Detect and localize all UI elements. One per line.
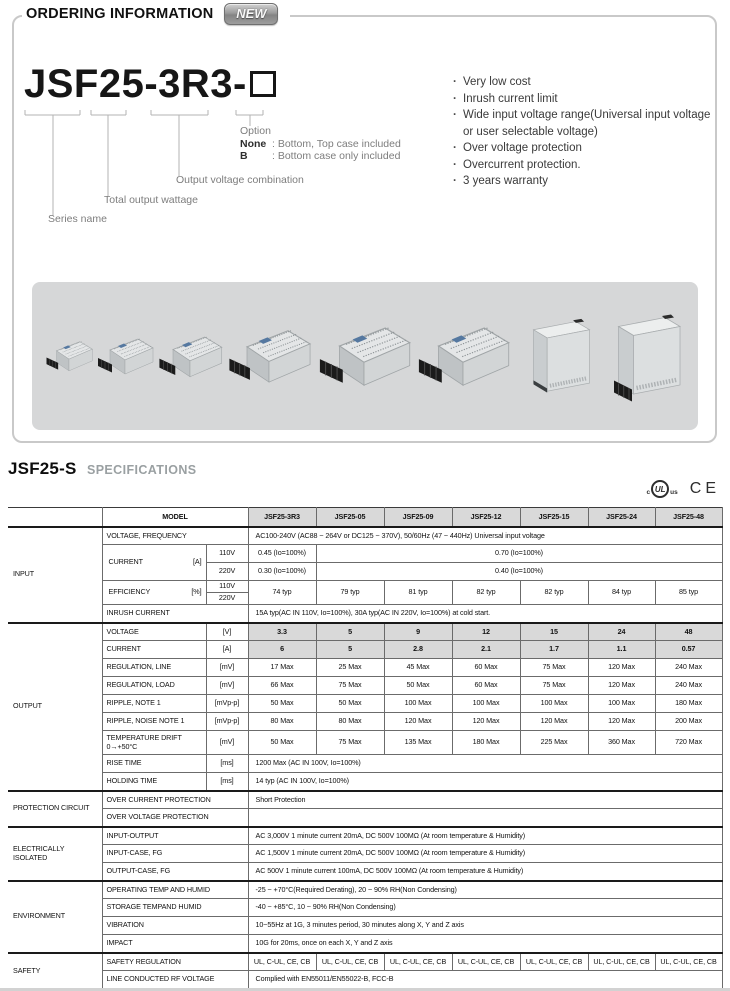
spec-value: -40 ~ +85°C, 10 ~ 90% RH(Non Condensing)	[248, 899, 722, 917]
specs-subtitle: SPECIFICATIONS	[86, 463, 197, 477]
spec-label: OVER CURRENT PROTECTION	[102, 791, 248, 809]
spec-value: 120 Max	[588, 659, 655, 677]
spec-value: 1200 Max (AC IN 100V, Io=100%)	[248, 755, 722, 773]
spec-label: INPUT-CASE, FG	[102, 845, 248, 863]
spec-value: 24	[588, 623, 655, 641]
section-label: INPUT	[8, 527, 102, 623]
model-column-header: JSF25-3R3	[248, 508, 316, 527]
spec-value: Complied with EN55011/EN55022-B, FCC-B	[248, 971, 722, 989]
spec-value: 5	[316, 641, 384, 659]
spec-label: LINE CONDUCTED RF VOLTAGE	[102, 971, 248, 989]
spec-label: HOLDING TIME	[102, 773, 206, 791]
model-column-header: JSF25-09	[384, 508, 452, 527]
spec-value: Short Protection	[248, 791, 722, 809]
ce-logo-icon: CE	[689, 480, 720, 497]
spec-value: 14 typ (AC IN 100V, Io=100%)	[248, 773, 722, 791]
spec-label: VOLTAGE	[102, 623, 206, 641]
spec-value: 80 Max	[248, 713, 316, 731]
section-label: OUTPUT	[8, 623, 102, 791]
spec-label: VOLTAGE, FREQUENCY	[102, 527, 248, 545]
spec-value: 50 Max	[384, 677, 452, 695]
series-name-label: Series name	[48, 213, 107, 225]
spec-label: TEMPERATURE DRIFT 0→+50°C	[102, 731, 206, 755]
option-b-key: B	[240, 150, 248, 162]
spec-label: INPUT-OUTPUT	[102, 827, 248, 845]
model-code-text: JSF25-3R3-	[24, 62, 247, 106]
feature-item: · Very low cost	[452, 74, 720, 91]
wattage-label: Total output wattage	[104, 194, 198, 206]
spec-value: 12	[452, 623, 520, 641]
spec-value: 80 Max	[316, 713, 384, 731]
spec-label: SAFETY REGULATION	[102, 953, 248, 971]
spec-value: 75 Max	[316, 677, 384, 695]
product-photo	[225, 319, 313, 392]
spec-value: 25 Max	[316, 659, 384, 677]
spec-label: OUTPUT-CASE, FG	[102, 863, 248, 881]
ul-letters: UL	[654, 484, 666, 494]
spec-value: 75 Max	[520, 659, 588, 677]
spec-value: 60 Max	[452, 677, 520, 695]
spec-value: 120 Max	[520, 713, 588, 731]
specifications-table	[8, 507, 723, 990]
model-header: MODEL	[102, 508, 248, 527]
spec-label: VIBRATION	[102, 917, 248, 935]
spec-value: UL, C-UL, CE, CB	[520, 953, 588, 971]
product-photo	[513, 312, 595, 401]
spec-value: 45 Max	[384, 659, 452, 677]
feature-item: · Wide input voltage range(Universal input voltage or user selectable voltage)	[452, 107, 720, 140]
spec-value: 15A typ(AC IN 110V, Io=100%), 30A typ(AC IN 220V, Io=100%) at cold start.	[248, 605, 722, 623]
spec-value: AC 500V 1 minute current 100mA, DC 500V 100MΩ (At room temperature & Humidity)	[248, 863, 722, 881]
ul-us-mark: us	[670, 489, 678, 496]
option-label: Option	[240, 125, 271, 137]
spec-value: 75 Max	[316, 731, 384, 755]
spec-subrow: 110V	[206, 545, 248, 563]
feature-item: · Inrush current limit	[452, 91, 720, 108]
spec-value: 50 Max	[316, 695, 384, 713]
spec-value: 66 Max	[248, 677, 316, 695]
spec-value: 240 Max	[655, 659, 722, 677]
spec-value: 120 Max	[588, 677, 655, 695]
new-badge: NEW	[224, 3, 278, 25]
spec-value: 2.1	[452, 641, 520, 659]
spec-value: UL, C-UL, CE, CB	[384, 953, 452, 971]
spec-value: 15	[520, 623, 588, 641]
feature-list	[452, 74, 720, 190]
specs-header	[8, 459, 197, 479]
product-gallery	[32, 282, 698, 430]
specs-series-title: JSF25-S	[8, 459, 77, 478]
section-label: PROTECTION CIRCUIT	[8, 791, 102, 827]
spec-value: 3.3	[248, 623, 316, 641]
spec-value: 50 Max	[248, 695, 316, 713]
certification-marks	[647, 480, 720, 498]
spec-value: 120 Max	[588, 713, 655, 731]
option-none-desc: : Bottom, Top case included	[272, 138, 401, 150]
option-none-key: None	[240, 138, 267, 150]
spec-label: REGULATION, LINE	[102, 659, 206, 677]
spec-label: OVER VOLTAGE PROTECTION	[102, 809, 248, 827]
spec-value: 135 Max	[384, 731, 452, 755]
spec-value: 120 Max	[384, 713, 452, 731]
feature-item: · 3 years warranty	[452, 173, 720, 190]
spec-unit: [ms]	[206, 773, 248, 791]
spec-unit: [V]	[206, 623, 248, 641]
spec-value: 0.40 (Io=100%)	[316, 563, 722, 581]
spec-value: 75 Max	[520, 677, 588, 695]
spec-value: 48	[655, 623, 722, 641]
spec-value: UL, C-UL, CE, CB	[248, 953, 316, 971]
spec-label	[102, 581, 206, 605]
spec-value: 1.1	[588, 641, 655, 659]
spec-value: 9	[384, 623, 452, 641]
product-photo	[95, 331, 155, 381]
spec-value: 0.70 (Io=100%)	[316, 545, 722, 563]
spec-label: RIPPLE, NOISE NOTE 1	[102, 713, 206, 731]
output-voltage-label: Output voltage combination	[176, 174, 304, 186]
spec-value: 17 Max	[248, 659, 316, 677]
model-column-header: JSF25-12	[452, 508, 520, 527]
spec-subrow: 220V	[206, 563, 248, 581]
spec-value: 180 Max	[452, 731, 520, 755]
spec-label: OPERATING TEMP AND HUMID	[102, 881, 248, 899]
spec-label: REGULATION, LOAD	[102, 677, 206, 695]
spec-value: 81 typ	[384, 581, 452, 605]
spec-value: UL, C-UL, CE, CB	[655, 953, 722, 971]
spec-value: 84 typ	[588, 581, 655, 605]
spec-label: RIPPLE, NOTE 1	[102, 695, 206, 713]
spec-value: 10G for 20ms, once on each X, Y and Z axis	[248, 935, 722, 953]
section-label: SAFETY	[8, 953, 102, 989]
spec-value: 82 typ	[520, 581, 588, 605]
spec-value: UL, C-UL, CE, CB	[316, 953, 384, 971]
spec-value: 85 typ	[655, 581, 722, 605]
spec-value: 0.30 (Io=100%)	[248, 563, 316, 581]
spec-value: 10~55Hz at 1G, 3 minutes period, 30 minutes along X, Y and Z axis	[248, 917, 722, 935]
spec-value: 50 Max	[248, 731, 316, 755]
spec-label	[102, 545, 206, 581]
spec-value: 82 typ	[452, 581, 520, 605]
spec-value: 5	[316, 623, 384, 641]
spec-label: STORAGE TEMPAND HUMID	[102, 899, 248, 917]
spec-unit: [mVp-p]	[206, 713, 248, 731]
spec-value: 200 Max	[655, 713, 722, 731]
spec-value: 79 typ	[316, 581, 384, 605]
spec-value: UL, C-UL, CE, CB	[452, 953, 520, 971]
spec-value: 180 Max	[655, 695, 722, 713]
spec-value: 74 typ	[248, 581, 316, 605]
spec-value: 225 Max	[520, 731, 588, 755]
spec-value: 100 Max	[520, 695, 588, 713]
product-photo	[596, 307, 686, 405]
ordering-title: ORDERING INFORMATION	[26, 6, 214, 22]
spec-value: 120 Max	[452, 713, 520, 731]
option-placeholder-box	[250, 71, 276, 97]
spec-value: 100 Max	[588, 695, 655, 713]
model-column-header: JSF25-48	[655, 508, 722, 527]
spec-value: 1.7	[520, 641, 588, 659]
product-photo	[156, 328, 224, 385]
feature-item: · Overcurrent protection.	[452, 157, 720, 174]
spec-value: 60 Max	[452, 659, 520, 677]
spec-value: 100 Max	[452, 695, 520, 713]
spec-unit: [mV]	[206, 677, 248, 695]
product-photo	[315, 315, 413, 397]
spec-value: AC 1,500V 1 minute current 20mA, DC 500V 100MΩ (At room temperature & Humidity)	[248, 845, 722, 863]
spec-value: AC100-240V (AC88 ~ 264V or DC125 ~ 370V), 50/60Hz (47 ~ 440Hz) Universal input voltage	[248, 527, 722, 545]
spec-value: 6	[248, 641, 316, 659]
spec-unit: [mVp-p]	[206, 695, 248, 713]
ul-canada-mark: c	[646, 489, 651, 496]
ul-logo-icon	[651, 480, 669, 498]
spec-value: 100 Max	[384, 695, 452, 713]
option-b-desc: : Bottom case only included	[272, 150, 401, 162]
spec-subrow: 110V	[206, 581, 248, 593]
section-label: ELECTRICALLY ISOLATED	[8, 827, 102, 881]
spec-value: 2.8	[384, 641, 452, 659]
spec-label-text: CURRENT	[108, 557, 143, 567]
spec-unit: [A]	[193, 557, 202, 567]
section-label: ENVIRONMENT	[8, 881, 102, 953]
spec-unit: [mV]	[206, 731, 248, 755]
spec-unit: [ms]	[206, 755, 248, 773]
spec-subrow: 220V	[206, 593, 248, 605]
model-column-header: JSF25-24	[588, 508, 655, 527]
product-photo	[414, 315, 512, 397]
spec-value: 240 Max	[655, 677, 722, 695]
spec-value: 360 Max	[588, 731, 655, 755]
spec-value: -25 ~ +70°C(Required Derating), 20 ~ 90% RH(Non Condensing)	[248, 881, 722, 899]
ordering-header	[22, 3, 290, 25]
spec-label: INRUSH CURRENT	[102, 605, 248, 623]
feature-item: · Over voltage protection	[452, 140, 720, 157]
spec-label-text: EFFICIENCY	[108, 587, 151, 597]
spec-value	[248, 809, 722, 827]
model-code	[24, 62, 276, 107]
spec-unit: [%]	[191, 587, 202, 597]
model-column-header: JSF25-05	[316, 508, 384, 527]
spec-value: UL, C-UL, CE, CB	[588, 953, 655, 971]
callout-lines	[0, 105, 300, 225]
spec-value: 0.57	[655, 641, 722, 659]
product-photo	[44, 335, 94, 377]
spec-value: 720 Max	[655, 731, 722, 755]
spec-unit: [mV]	[206, 659, 248, 677]
spec-unit: [A]	[206, 641, 248, 659]
spec-label: RISE TIME	[102, 755, 206, 773]
spec-label: CURRENT	[102, 641, 206, 659]
spec-label: IMPACT	[102, 935, 248, 953]
spec-value: AC 3,000V 1 minute current 20mA, DC 500V 100MΩ (At room temperature & Humidity)	[248, 827, 722, 845]
spec-value: 0.45 (Io=100%)	[248, 545, 316, 563]
model-column-header: JSF25-15	[520, 508, 588, 527]
